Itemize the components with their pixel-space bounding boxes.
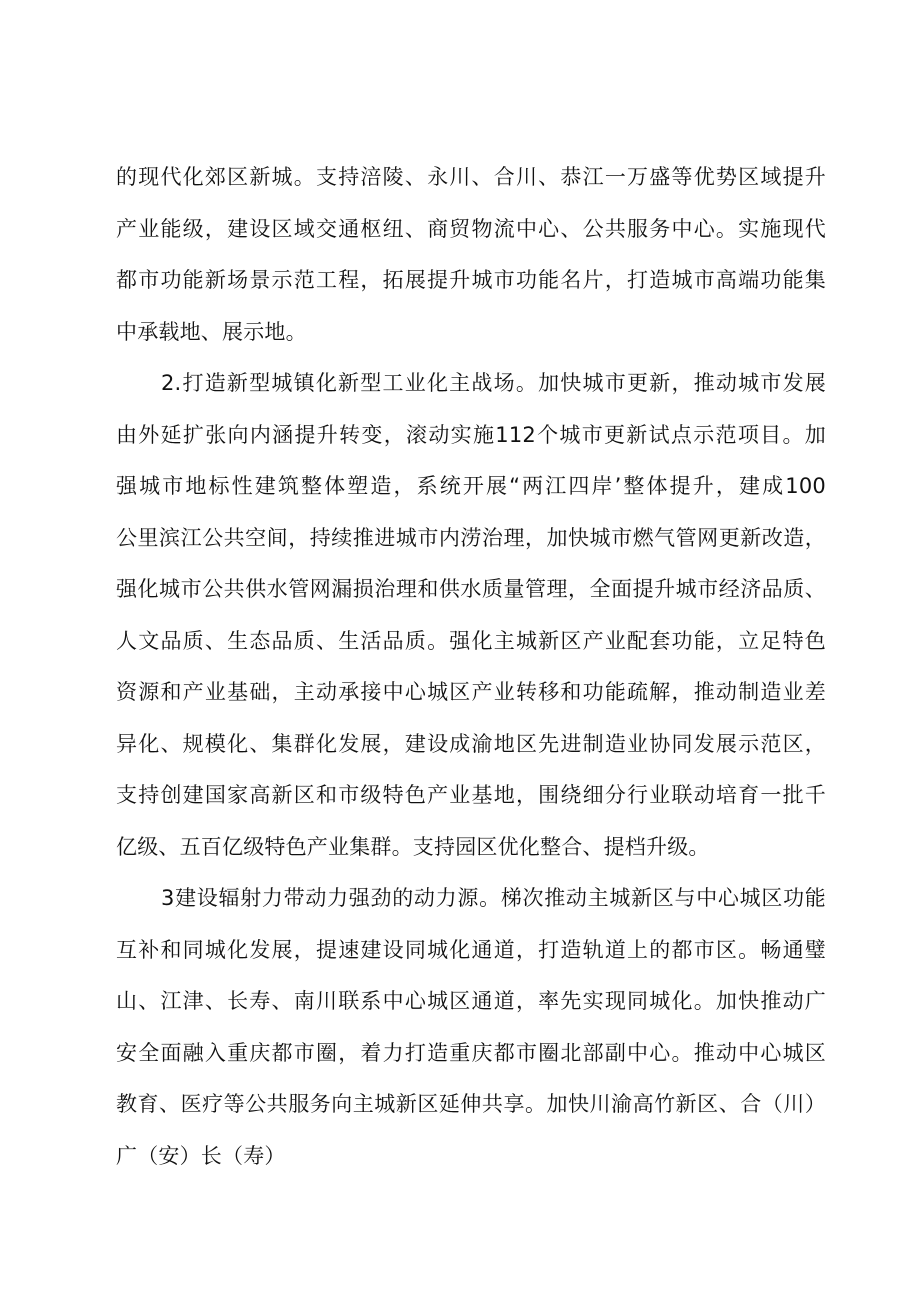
text-line: 都市功能新场景示范工程，拓展提升城市功能名片，打造城市高端功能集 xyxy=(116,268,826,292)
document-body xyxy=(116,152,826,1182)
text-line: 的现代化郊区新城。支持涪陵、永川、合川、恭江一万盛等优势区域提升 xyxy=(116,165,826,189)
text-line: 支持创建国家高新区和市级特色产业基地，围绕细分行业联动培育一批千 xyxy=(116,783,826,807)
text-line: 山、江津、长寿、南川联系中心城区通道，率先实现同城化。加快推动广 xyxy=(116,989,826,1013)
text-line: 强城市地标性建筑整体塑造，系统开展“两江四岸’整体提升，建成100 xyxy=(116,474,826,498)
text-line: 亿级、五百亿级特色产业集群。支持园区优化整合、提档升级。 xyxy=(116,834,710,859)
text-line: 公里滨江公共空间，持续推进城市内涝治理，加快城市燃气管网更新改造， xyxy=(116,525,826,550)
text-line: 强化城市公共供水管网漏损治理和供水质量管理，全面提升城市经济品质、 xyxy=(116,577,826,601)
text-line: 异化、规模化、集群化发展，建设成渝地区先进制造业协同发展示范区， xyxy=(116,731,826,756)
text-line: 广（安）长（寿） xyxy=(116,1143,286,1168)
text-line: 人文品质、生态品质、生活品质。强化主城新区产业配套功能，立足特色 xyxy=(116,628,826,653)
text-line: 产业能级，建设区域交通枢纽、商贸物流中心、公共服务中心。实施现代 xyxy=(116,216,826,241)
text-line: 互补和同城化发展，提速建设同城化通道，打造轨道上的都市区。畅通璧 xyxy=(116,937,826,962)
text-line: 由外延扩张向内涵提升转变，滚动实施112个城市更新试点示范项目。加 xyxy=(116,422,826,447)
text-line: 安全面融入重庆都市圈，着力打造重庆都市圈北部副中心。推动中心城区 xyxy=(116,1040,826,1065)
text-line: 资源和产业基础，主动承接中心城区产业转移和功能疏解，推动制造业差 xyxy=(116,680,826,704)
text-line: 中承载地、展示地。 xyxy=(116,319,307,344)
paragraph-3-first-line: 3建设辐射力带动力强劲的动力源。梯次推动主城新区与中心城区功能 xyxy=(161,886,826,910)
paragraph-2-first-line: 2.打造新型城镇化新型工业化主战场。加快城市更新，推动城市发展 xyxy=(161,371,826,395)
text-line: 教育、医疗等公共服务向主城新区延伸共享。加快川渝高竹新区、合（川） xyxy=(116,1092,826,1116)
